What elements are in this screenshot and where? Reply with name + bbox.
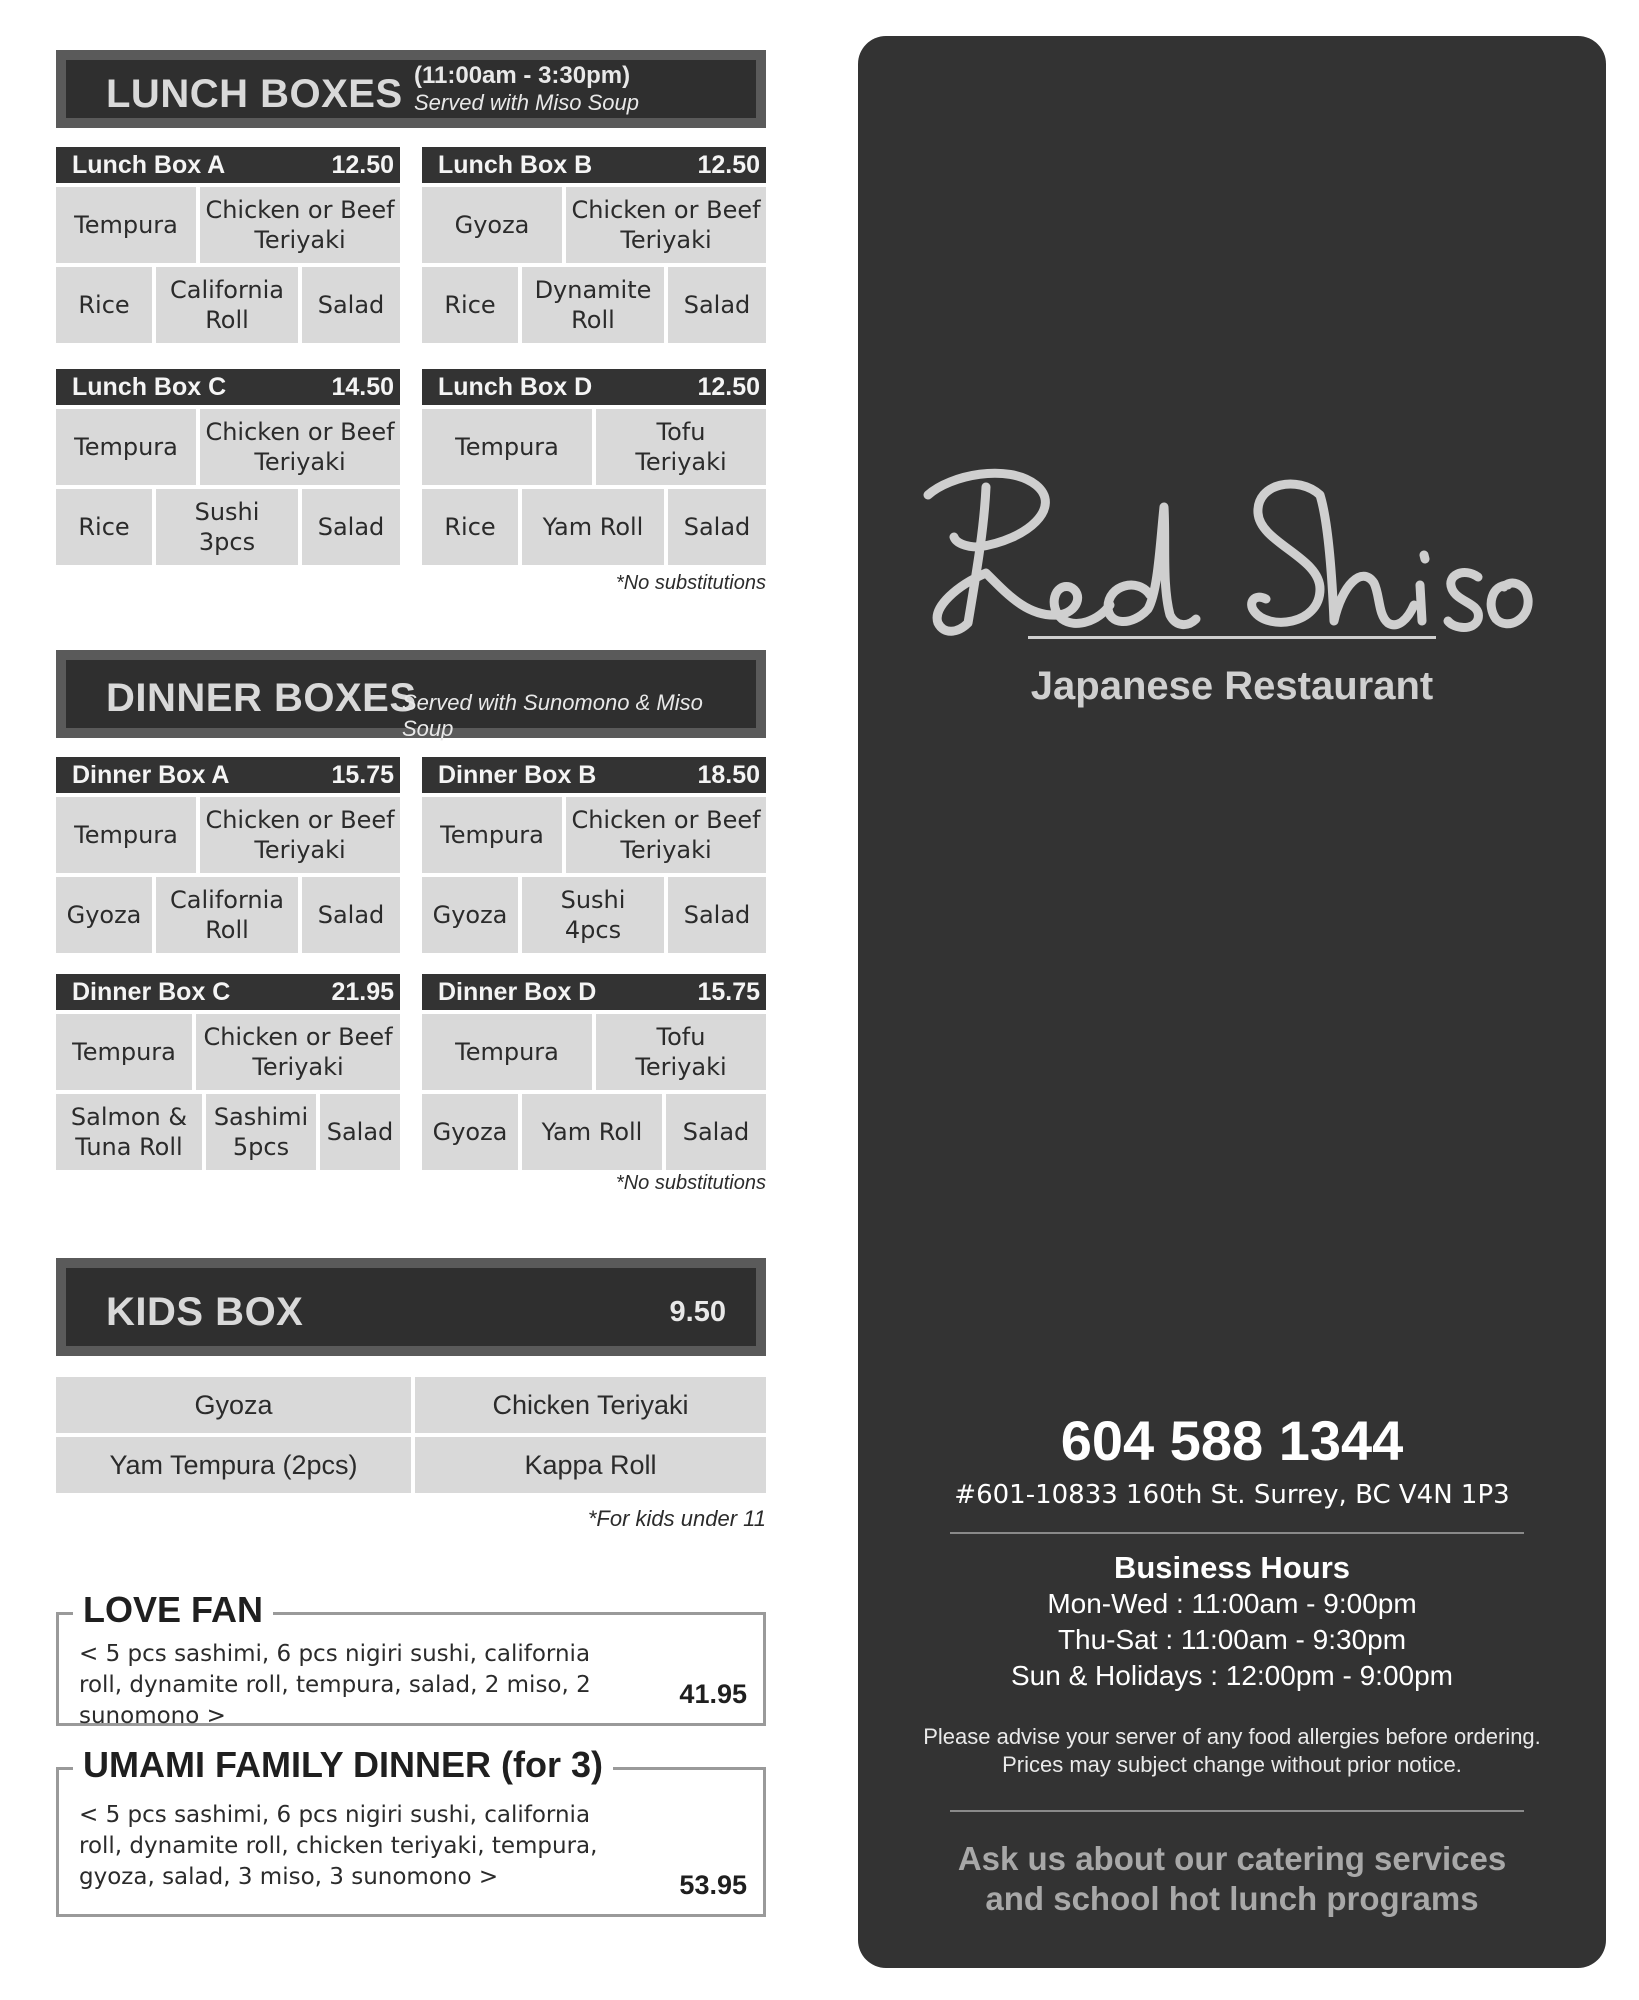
dinner-box-a (56, 757, 400, 953)
box-item: Tempura (422, 797, 562, 873)
special-umami-family (56, 1744, 766, 1917)
box-header (422, 757, 766, 793)
dinner-served-block (402, 690, 756, 742)
lunch-note-block (414, 62, 639, 116)
kids-item: Kappa Roll (415, 1437, 766, 1493)
box-item: Salmon & Tuna Roll (56, 1094, 202, 1170)
restaurant-address: #601-10833 160th St. Surrey, BC V4N 1P3 (954, 1480, 1510, 1510)
box-item: Tempura (56, 797, 196, 873)
box-item: Salad (666, 1094, 766, 1170)
box-item: Sashimi 5pcs (206, 1094, 316, 1170)
box-item: Salad (302, 489, 400, 565)
special-title: LOVE FAN (73, 1589, 273, 1631)
dinner-title: DINNER BOXES (106, 676, 417, 720)
kids-price (670, 1296, 726, 1329)
box-name: Dinner Box C (72, 977, 231, 1006)
lunch-box-c (56, 369, 400, 565)
box-price: 18.50 (697, 760, 760, 789)
box-item: Salad (302, 877, 400, 953)
lunch-title: LUNCH BOXES (106, 72, 403, 116)
logo-divider (1028, 636, 1436, 639)
box-name: Lunch Box C (72, 372, 227, 401)
lunch-box-b (422, 147, 766, 343)
box-item: Rice (422, 267, 518, 343)
box-item: California Roll (156, 877, 298, 953)
box-header (422, 974, 766, 1010)
phone-number[interactable]: 604 588 1344 (1060, 1409, 1404, 1472)
kids-item: Gyoza (56, 1377, 411, 1433)
allergy-disclaimer: Please advise your server of any food allergies before ordering. (923, 1724, 1541, 1749)
lunch-served: Served with Miso Soup (414, 90, 639, 115)
box-item: Chicken or Beef Teriyaki (196, 1014, 400, 1090)
kids-item: Yam Tempura (2pcs) (56, 1437, 411, 1493)
box-item: Chicken or Beef Teriyaki (200, 409, 400, 485)
lunch-substitution-note: *No substitutions (615, 572, 766, 594)
box-item: Salad (668, 267, 766, 343)
dinner-box-d (422, 974, 766, 1170)
box-item: Sushi 4pcs (522, 877, 664, 953)
box-item: Gyoza (422, 1094, 518, 1170)
box-item: Chicken or Beef Teriyaki (566, 187, 766, 263)
box-price: 12.50 (697, 150, 760, 179)
dinner-header (56, 650, 766, 741)
dinner-box-c (56, 974, 400, 1170)
box-item: Salad (668, 877, 766, 953)
special-description: < 5 pcs sashimi, 6 pcs nigiri sushi, california roll, dynamite roll, chicken teriyaki, tempura, gyoza, salad, 3 miso, 3 sunomono > (79, 1802, 598, 1890)
box-item: Gyoza (422, 187, 562, 263)
box-item: Chicken or Beef Teriyaki (200, 797, 400, 873)
hours-line: Thu-Sat : 11:00am - 9:30pm (1057, 1624, 1407, 1655)
box-item: Salad (320, 1094, 400, 1170)
box-name: Lunch Box A (72, 150, 226, 179)
box-price: 21.95 (331, 977, 394, 1006)
box-item: Tempura (56, 1014, 192, 1090)
box-price: 14.50 (331, 372, 394, 401)
restaurant-subtitle: Japanese Restaurant (1030, 664, 1434, 708)
box-price: 15.75 (697, 977, 760, 1006)
box-header (422, 147, 766, 183)
box-header (56, 757, 400, 793)
box-item: Chicken or Beef Teriyaki (566, 797, 766, 873)
kids-items (56, 1377, 766, 1493)
box-name: Lunch Box D (438, 372, 593, 401)
box-item: Tofu Teriyaki (596, 1014, 766, 1090)
box-price: 15.75 (331, 760, 394, 789)
kids-price-value: 9.50 (669, 1296, 726, 1328)
red-shiso-logo-icon (858, 435, 1606, 675)
lunch-box-a (56, 147, 400, 343)
dinner-box-b (422, 757, 766, 953)
lunch-box-d (422, 369, 766, 565)
restaurant-panel (858, 36, 1606, 1968)
dinner-substitution-note: *No substitutions (615, 1172, 766, 1194)
special-love-fan (56, 1589, 766, 1729)
box-name: Lunch Box B (438, 150, 593, 179)
special-description: < 5 pcs sashimi, 6 pcs nigiri sushi, california roll, dynamite roll, tempura, salad, 2 miso, 2 sunomono > (79, 1641, 591, 1729)
box-item: Tofu Teriyaki (596, 409, 766, 485)
box-item: Tempura (56, 187, 196, 263)
box-item: Gyoza (56, 877, 152, 953)
special-price: 41.95 (679, 1679, 747, 1709)
box-header (422, 369, 766, 405)
box-item: Chicken or Beef Teriyaki (200, 187, 400, 263)
kids-age-note: *For kids under 11 (587, 1506, 766, 1531)
box-item: Salad (302, 267, 400, 343)
special-title: UMAMI FAMILY DINNER (for 3) (73, 1744, 613, 1786)
box-price: 12.50 (331, 150, 394, 179)
catering-line: and school hot lunch programs (985, 1880, 1479, 1917)
box-item: Sushi 3pcs (156, 489, 298, 565)
box-header (56, 147, 400, 183)
lunch-header (56, 50, 766, 128)
special-price: 53.95 (679, 1870, 747, 1900)
box-item: Salad (668, 489, 766, 565)
kids-title: KIDS BOX (106, 1290, 304, 1334)
box-item: Yam Roll (522, 489, 664, 565)
divider (950, 1532, 1524, 1534)
box-item: Gyoza (422, 877, 518, 953)
box-item: Tempura (56, 409, 196, 485)
box-price: 12.50 (697, 372, 760, 401)
lunch-hours: (11:00am - 3:30pm) (414, 62, 631, 89)
box-name: Dinner Box D (438, 977, 597, 1006)
box-item: Yam Roll (522, 1094, 662, 1170)
hours-line: Sun & Holidays : 12:00pm - 9:00pm (1010, 1660, 1453, 1691)
box-header (56, 974, 400, 1010)
box-item: Rice (56, 489, 152, 565)
box-item: Tempura (422, 409, 592, 485)
box-name: Dinner Box A (72, 760, 230, 789)
catering-line: Ask us about our catering services (957, 1840, 1507, 1877)
business-hours-title: Business Hours (1113, 1550, 1350, 1585)
box-header (56, 369, 400, 405)
kids-item: Chicken Teriyaki (415, 1377, 766, 1433)
hours-line: Mon-Wed : 11:00am - 9:00pm (1047, 1588, 1417, 1619)
box-item: Rice (422, 489, 518, 565)
dinner-served: Served with Sunomono & Miso Soup (402, 690, 703, 741)
box-name: Dinner Box B (438, 760, 597, 789)
box-item: Tempura (422, 1014, 592, 1090)
divider (950, 1810, 1524, 1812)
kids-header (56, 1258, 766, 1356)
price-disclaimer: Prices may subject change without prior notice. (1002, 1752, 1462, 1777)
box-item: Rice (56, 267, 152, 343)
box-item: California Roll (156, 267, 298, 343)
box-item: Dynamite Roll (522, 267, 664, 343)
